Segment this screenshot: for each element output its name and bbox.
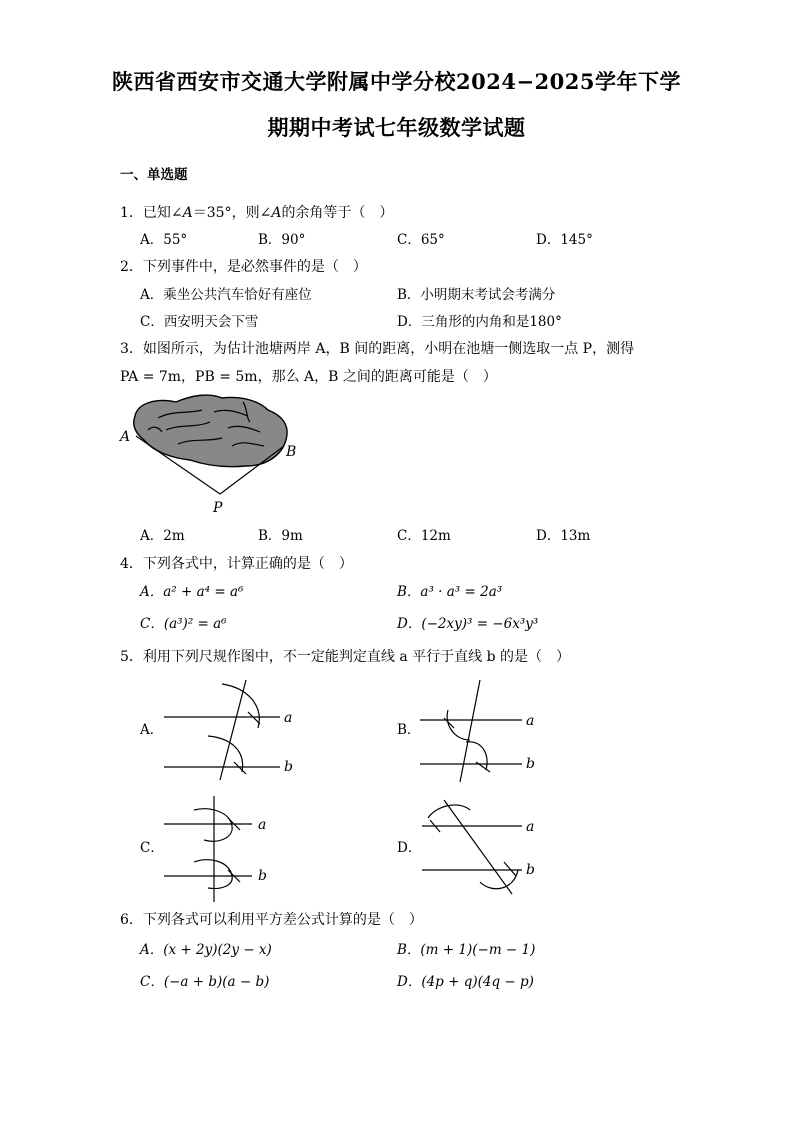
question-5-option-c[interactable]: C． [140, 840, 164, 856]
question-4-stem: 4．下列各式中，计算正确的是（ ） [120, 556, 353, 572]
exam-title-line-1: 陕西省西安市交通大学附属中学分校2024−2025学年下学 [112, 69, 681, 94]
point-a-label: A [120, 429, 131, 445]
question-1-option-b[interactable]: B．90° [258, 232, 306, 248]
question-6-option-c[interactable]: C．(−a + b)(a − b) [140, 974, 270, 990]
question-3-option-b[interactable]: B．9m [258, 528, 303, 544]
pond-shape [134, 395, 287, 467]
svg-text:b: b [526, 862, 535, 878]
question-6-option-a[interactable]: A．(x + 2y)(2y − x) [140, 942, 272, 958]
point-p-label: P [213, 500, 223, 516]
question-2-stem: 2．下列事件中，是必然事件的是（ ） [120, 259, 367, 275]
question-2-option-d[interactable]: D．三角形的内角和是180° [397, 314, 562, 330]
question-3-option-a[interactable]: A．2m [140, 528, 185, 544]
question-4-option-a[interactable]: A．a² + a⁴ = a⁶ [140, 584, 244, 600]
construction-figure-b [418, 678, 568, 788]
question-6-stem: 6．下列各式可以利用平方差公式计算的是（ ） [120, 912, 423, 928]
svg-text:b: b [258, 868, 267, 884]
question-3-option-d[interactable]: D．13m [536, 528, 591, 544]
construction-figure-a [160, 672, 310, 782]
question-4-option-c[interactable]: C．(a³)² = a⁶ [140, 616, 227, 632]
section-heading: 一、单选题 [120, 167, 188, 183]
question-1-stem: 1．已知∠A＝35°，则∠A的余角等于（ ） [120, 205, 394, 221]
svg-text:a: a [258, 817, 267, 833]
construction-figure-d [418, 796, 568, 906]
question-4-option-d[interactable]: D．(−2xy)³ = −6x³y³ [397, 616, 539, 632]
question-5-option-a[interactable]: A． [140, 722, 164, 738]
question-6-option-b[interactable]: B．(m + 1)(−m − 1) [397, 942, 536, 958]
question-1-option-a[interactable]: A．55° [140, 232, 188, 248]
question-2-option-c[interactable]: C．西安明天会下雪 [140, 314, 259, 330]
point-b-label: B [286, 444, 297, 460]
construction-figure-c [160, 794, 310, 904]
question-6-option-d[interactable]: D．(4p + q)(4q − p) [397, 974, 534, 990]
svg-text:a: a [526, 819, 535, 835]
question-1-option-c[interactable]: C．65° [397, 232, 445, 248]
svg-text:a: a [526, 713, 535, 729]
question-2-option-b[interactable]: B．小明期末考试会考满分 [397, 287, 556, 303]
question-5-stem: 5．利用下列尺规作图中，不一定能判定直线 a 平行于直线 b 的是（ ） [120, 649, 571, 665]
question-5-option-d[interactable]: D． [397, 840, 422, 856]
exam-title-line-2: 期期中考试七年级数学试题 [267, 115, 526, 140]
pond-figure [118, 388, 308, 518]
svg-text:a: a [284, 710, 293, 726]
svg-text:b: b [526, 756, 535, 772]
question-2-option-a[interactable]: A．乘坐公共汽车恰好有座位 [140, 287, 312, 303]
question-3-stem-line-1: 3．如图所示，为估计池塘两岸 A，B 间的距离，小明在池塘一侧选取一点 P，测得 [120, 341, 635, 357]
question-3-option-c[interactable]: C．12m [397, 528, 451, 544]
svg-text:b: b [284, 759, 293, 775]
question-4-option-b[interactable]: B．a³ · a³ = 2a³ [397, 584, 503, 600]
question-5-option-b[interactable]: B． [397, 722, 421, 738]
question-3-stem-line-2: PA = 7m，PB = 5m，那么 A，B 之间的距离可能是（ ） [120, 369, 497, 385]
question-1-option-d[interactable]: D．145° [536, 232, 593, 248]
